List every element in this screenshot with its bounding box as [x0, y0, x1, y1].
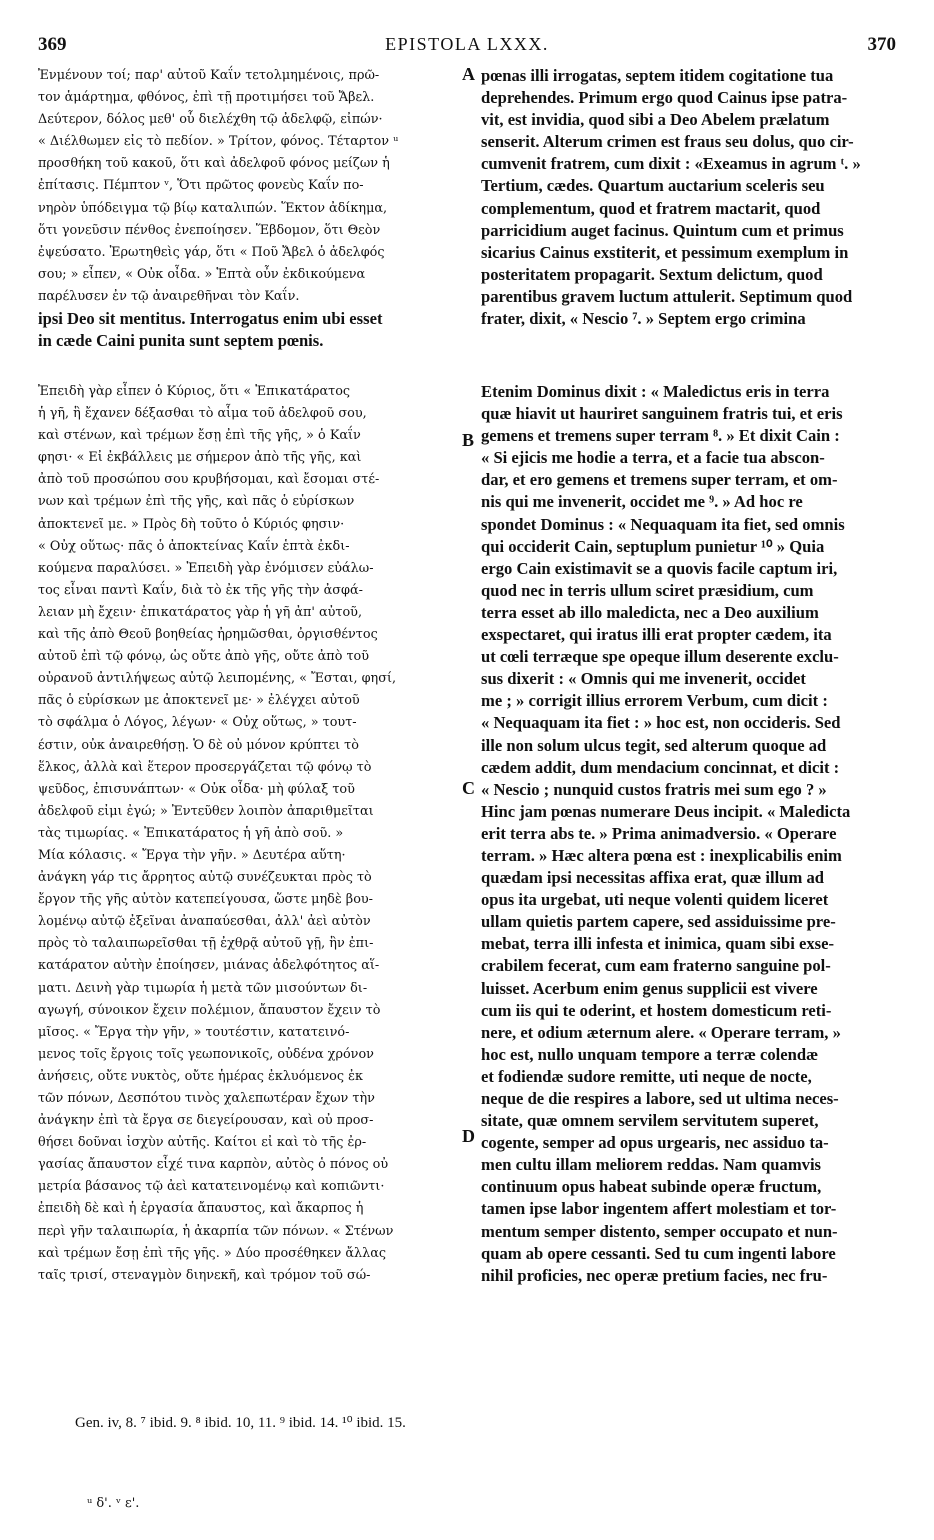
text-line: ταῖς τρισί, στεναγμὸν διηνεκῆ, καὶ τρόμον τοῦ σώ-: [38, 1267, 371, 1283]
text-line: opus ita urgebat, uti neque volenti quidem liceret: [481, 890, 829, 910]
text-line: qui occiderit Cain, septuplum punietur ¹⁰ » Quia: [481, 536, 825, 556]
text-line: νηρὸν ὑπόδειγμα τῷ βίῳ καταλιπών. Ἕκτον ἀδίκημα,: [38, 200, 388, 216]
text-line: luisset. Acerbum enim genus supplicii est vivere: [481, 978, 818, 998]
text-line: έστιν, οὐκ ἀναιρεθήσῃ. Ὁ δὲ οὐ μόνον κρύπτει τὸ: [38, 737, 359, 753]
text-line: αγωγή, σύνοικον ἔχειν πολέμιον, ἄπαυστον ἔχειν τὸ: [38, 1002, 381, 1018]
text-line: μενος τοῖς ἔργοις τοῖς γεωπονικοῖς, οὐδένα χρόνον: [38, 1046, 374, 1062]
footnotes-greek: ᵘ δ'. ᵛ ε'.: [87, 1496, 140, 1511]
text-line: Ἐπειδὴ γὰρ εἶπεν ὁ Κύριος, ὅτι « Ἐπικατάρατος: [38, 384, 351, 399]
text-line: cogente, semper ad opus urgearis, nec assiduo ta-: [481, 1133, 829, 1153]
margin-letter-b: B: [462, 430, 475, 450]
text-line: γασίας ἄπαυστον εἶχέ τινα καρπὸν, αὐτὸς ὁ πόνος οὐ: [38, 1157, 389, 1173]
text-line: καὶ τῆς ἀπὸ Θεοῦ βοηθείας ἠρημῶσθαι, ὀργισθέντος: [38, 627, 378, 643]
text-line: ἀνάγκη γάρ τις ἄρρητος αὐτῷ συνέζευκται πρὸς τὸ: [38, 870, 372, 886]
text-line: parentibus gravem luctum attulerit. Septimum quod: [481, 286, 853, 306]
text-line: ἐπειδὴ δὲ καὶ ἡ ἐργασία ἄπαυστος, καὶ ἄκαρπος ἡ: [38, 1201, 364, 1217]
text-line: ἔργον τῆς γῆς αὐτὸν κατεπείγουσα, ὥστε μηδὲ βου-: [38, 892, 373, 908]
text-line: περὶ γῆν ταλαιπωρία, ἡ ἀκαρπία τῶν πόνων. « Στένων: [38, 1223, 394, 1239]
text-line: mentum semper distento, semper occupato et nun-: [481, 1221, 838, 1241]
text-line: ἐψεύσατο. Ἐρωτηθεὶς γάρ, ὅτι « Ποῦ Ἄβελ ὁ ἀδελφός: [38, 244, 385, 260]
text-line: gemens et tremens super terram ⁸. » Et dixit Cain :: [481, 426, 840, 446]
page-header: [38, 34, 896, 58]
text-line: Etenim Dominus dixit : « Maledictus eris in terra: [481, 382, 830, 401]
latin-bridge-text: [38, 308, 466, 352]
text-line: νων καὶ τρέμων ἐπὶ τῆς γῆς, καὶ πᾶς ὁ εὑρίσκων: [38, 494, 355, 510]
text-line: posteritatem propagarit. Sextum delictum, quod: [481, 264, 823, 284]
text-line: hoc est, nullo unquam tempore a terræ colendæ: [481, 1044, 819, 1064]
text-line: μετρία βάσανος τῷ ἀεὶ κατατεινομένῳ καὶ κοπιῶντι·: [38, 1179, 385, 1195]
margin-letter-a: A: [462, 64, 475, 84]
text-line: τὰς τιμωρίας. « Ἐπικατάρατος ἡ γῆ ἀπὸ σοῦ. »: [38, 825, 344, 841]
text-line: προσθήκη τοῦ κακοῦ, ὅτι καὶ ἀδελφοῦ φόνος μείζων ἡ: [38, 156, 390, 172]
text-line: sitate, quæ omnem servilem servitutem superet,: [481, 1111, 819, 1131]
text-line: παρέλυσεν ἐν τῷ ἀναιρεθῆναι τὸν Καΐν.: [38, 288, 300, 304]
text-line: μῖσος. « Ἔργα τὴν γῆν, » τουτέστιν, κατατεινό-: [38, 1024, 350, 1040]
text-line: τον ἁμάρτημα, φθόνος, ἐπὶ τῇ προτιμήσει τοῦ Ἄβελ.: [38, 90, 375, 106]
text-line: continuum opus habeat subinde operæ fructum,: [481, 1177, 822, 1197]
text-line: ἡ γῆ, ἣ ἔχανεν δέξασθαι τὸ αἷμα τοῦ ἀδελφοῦ σου,: [38, 406, 367, 422]
text-line: exspectaret, qui iratus illi erat propter cædem, ita: [481, 625, 832, 645]
text-line: ἐπίτασις. Πέμπτον ᵛ, Ὅτι πρῶτος φονεὺς Καΐν πο-: [38, 178, 364, 194]
text-line: « Nequaquam ita fiet : » hoc est, non occideris. Sed: [481, 713, 841, 733]
text-line: καὶ στένων, καὶ τρέμων ἔσῃ ἐπὶ τῆς γῆς, » ὁ Καΐν: [38, 428, 361, 444]
text-line: ut cœli terræque spe opeque illum deserente exclu-: [481, 647, 839, 667]
text-line: terra esset ab illo maledicta, nec a Deo auxilium: [481, 602, 819, 622]
text-line: ergo Cain existimavit se a quovis facile captum iri,: [481, 558, 838, 578]
text-line: Μία κόλασις. « Ἔργα τὴν γῆν. » Δευτέρα αὕτη·: [38, 847, 346, 863]
text-line: σου; » εἶπεν, « Οὐκ οἶδα. » Ἑπτὰ οὖν ἐκδικούμενα: [38, 266, 366, 282]
text-line: cædem addit, dum mendacium concinnat, et dicit :: [481, 757, 840, 777]
text-line: quod nec in terris ullum sciret præsidium, cum: [481, 580, 814, 600]
greek-column-top: [38, 65, 458, 308]
greek-column-main: [38, 381, 458, 1287]
text-line: complementum, quod et fratrem mactarit, quod: [481, 198, 821, 218]
text-line: dar, et ero gemens et tremens super terram, et om-: [481, 470, 838, 490]
page-number-left: 369: [38, 34, 67, 55]
text-line: ille non solum ulcus tegit, sed alterum quoque ad: [481, 735, 827, 755]
text-line: quæ hiavit ut hauriret sanguinem fratris tui, et eris: [481, 404, 843, 424]
text-line: « Διέλθωμεν εἰς τὸ πεδίον. » Τρίτον, φόνος. Τέταρτον ᵘ: [38, 134, 399, 150]
margin-letter-d: D: [462, 1126, 475, 1146]
running-title: EPISTOLA LXXX.: [385, 34, 549, 54]
text-line: quam ab opere cessanti. Sed tu cum ingenti labore: [481, 1243, 836, 1263]
text-line: λομένῳ αὐτῷ ἐξεῖναι ἀναπαύεσθαι, ἀλλ' ἀεὶ αὐτὸν: [38, 914, 371, 930]
text-line: κούμενα παραλύσει. » Ἐπειδὴ γὰρ ἐνόμισεν εὐάλω-: [38, 560, 374, 576]
latin-column-main: [481, 381, 896, 1287]
text-line: deprehendes. Primum ergo quod Cainus ipse patra-: [481, 88, 848, 108]
text-line: αὐτοῦ ἐπὶ τῷ φόνῳ, ὡς οὔτε ἀπὸ γῆς, οὔτε ἀπὸ τοῦ: [38, 649, 370, 665]
text-line: Ἐνμένουν τοί; παρ' αὐτοῦ Καΐν τετολμημένοις, πρῶ-: [38, 68, 380, 83]
text-line: et fodiendæ sudore remitte, uti neque de nocte,: [481, 1066, 812, 1086]
text-line: cumvenit fratrem, cum dixit : «Exeamus in agrum ᵗ. »: [481, 154, 861, 174]
text-line: οὐρανοῦ ἀντιλήψεως αὐτῷ λειπομένης, « Ἔσται, φησί,: [38, 671, 397, 687]
text-line: parricidium auget facinus. Quintum cum et primus: [481, 220, 844, 240]
text-line: frater, dixit, « Nescio ⁷. » Septem ergo crimina: [481, 309, 806, 329]
text-line: ἀδελφοῦ εἰμι ἐγώ; » Ἐντεῦθεν λοιπὸν ἀπαριθμεῖται: [38, 803, 374, 819]
text-line: « Οὐχ οὕτως· πᾶς ὁ ἀποκτείνας Καΐν ἑπτὰ ἐκδι-: [38, 538, 350, 554]
text-line: θήσει δοῦναι ἰσχὺν αὐτῆς. Καίτοι εἰ καὶ τὸ τῆς ἐρ-: [38, 1135, 367, 1151]
text-line: λειαν μὴ ἔχειν· ἐπικατάρατος γὰρ ἡ γῆ ἀπ' αὐτοῦ,: [38, 604, 363, 620]
text-line: nere, et odium æternum alere. « Operare terram, »: [481, 1022, 841, 1042]
text-line: ipsi Deo sit mentitus. Interrogatus enim ubi esset: [38, 309, 383, 328]
text-line: nihil proficies, nec operæ pretium facies, nec fru-: [481, 1265, 828, 1285]
text-line: vit, est invidia, quod sibi a Deo Abelem prælatum: [481, 110, 830, 130]
text-line: ἀπὸ τοῦ προσώπου σου κρυβήσομαι, καὶ ἔσομαι στέ-: [38, 472, 380, 488]
latin-column-top: [481, 65, 896, 330]
text-line: mebat, terra illi infesta et inimica, quam sibi exse-: [481, 934, 835, 954]
text-line: τῶν πόνων, Δεσπότου τινὸς χαλεπωτέραν ἔχων τὴν: [38, 1091, 375, 1106]
text-line: ἀποκτενεῖ με. » Πρὸς δὴ τοῦτο ὁ Κύριός φησιν·: [38, 516, 345, 532]
text-line: κατάρατον αὐτὴν ἐποίησεν, μιάνας ἀδελφότητος αἵ-: [38, 958, 380, 974]
text-line: erit terra abs te. » Prima animadversio. « Operare: [481, 823, 837, 843]
text-line: tamen ipse labor ingentem affert molestiam et tor-: [481, 1199, 837, 1219]
text-line: τὸ σφάλμα ὁ Λόγος, λέγων· « Οὐχ οὕτως, » τουτ-: [38, 715, 357, 731]
text-line: ullam quietis partem capere, sed assiduissime pre-: [481, 912, 836, 932]
text-line: sicarius Cainus exstiterit, et pessimum exemplum in: [481, 242, 849, 262]
text-line: crabilem fecerat, cum eam fraterno sanguine pol-: [481, 956, 831, 976]
margin-letter-c: C: [462, 778, 475, 798]
text-line: « Nescio ; nunquid custos fratris mei sum ego ? »: [481, 779, 827, 799]
text-line: me ; » corrigit illius errorem Verbum, cum dicit :: [481, 691, 828, 711]
text-line: Tertium, cædes. Quartum auctarium sceleris seu: [481, 176, 825, 196]
text-line: ψεῦδος, ἐπισυνάπτων· « Οὐκ οἶδα· μὴ φύλαξ τοῦ: [38, 781, 355, 797]
text-line: quædam ipsi necessitas affixa erat, quæ illum ad: [481, 868, 824, 888]
text-line: ματι. Δεινὴ γὰρ τιμωρία ἡ μετὰ τῶν μισούντων δι-: [38, 980, 368, 996]
text-line: φησι· « Εἰ ἐκβάλλεις με σήμερον ἀπὸ τῆς γῆς, καὶ: [38, 450, 362, 466]
text-line: ἀνήσεις, οὔτε νυκτὸς, οὔτε ἡμέρας ἐκλυόμενος ἐκ: [38, 1068, 363, 1084]
text-line: terram. » Hæc altera pœna est : inexplicabilis enim: [481, 845, 842, 865]
text-line: nis qui me invenerit, occidet me ⁹. » Ad hoc re: [481, 492, 803, 512]
text-line: Hinc jam pœnas numerare Deus incipit. « Maledicta: [481, 801, 851, 821]
text-line: sus dixerit : « Omnis qui me invenerit, occidet: [481, 669, 806, 689]
text-line: senserit. Alterum crimen est fraus seu dolus, quo cir-: [481, 132, 854, 152]
text-line: men cultu illam meliorem reddas. Nam quamvis: [481, 1155, 822, 1175]
text-line: ἕλκος, ἀλλὰ καὶ ἕτερον προσεργάζεται τῷ φόνῳ τὸ: [38, 759, 372, 775]
footnotes: Gen. iv, 8. ⁷ ibid. 9. ⁸ ibid. 10, 11. ⁹ ibid. 14. ¹⁰ ibid. 15.: [75, 1415, 406, 1431]
text-line: πρὸς τὸ ταλαιπωρεῖσθαι τῇ ἐχθρᾷ αὐτοῦ γῇ, ἣν ἐπι-: [38, 936, 374, 952]
text-line: πᾶς ὁ εὑρίσκων με ἀποκτενεῖ με· » ἐλέγχει αὐτοῦ: [38, 693, 360, 709]
text-line: « Si ejicis me hodie a terra, et a facie tua abscon-: [481, 448, 825, 468]
text-line: spondet Dominus : « Nequaquam ita fiet, sed omnis: [481, 514, 845, 534]
text-line: neque de die respires a labore, sed ut ultima neces-: [481, 1089, 839, 1108]
text-line: ἀνάγκην ἐπὶ τὰ ἔργα σε διεγείρουσαν, καὶ οὐ προσ-: [38, 1113, 374, 1129]
text-line: ὅτι γονεῦσιν πένθος ἐνεποίησεν. Ἕβδομον, ὅτι Θεὸν: [38, 222, 381, 238]
text-line: pœnas illi irrogatas, septem itidem cogitatione tua: [481, 66, 834, 85]
page-number-right: 370: [867, 34, 896, 55]
text-line: cum iis qui te oderint, et hostem domesticum reti-: [481, 1000, 832, 1020]
text-line: Δεύτερον, δόλος μεθ' οὗ διελέχθη τῷ ἀδελφῷ, εἰπών·: [38, 112, 383, 128]
text-line: in cæde Caini punita sunt septem pœnis.: [38, 331, 324, 351]
text-line: καὶ τρέμων ἔσῃ ἐπὶ τῆς γῆς. » Δύο προσέθηκεν ἄλλας: [38, 1245, 387, 1261]
text-line: τος εἶναι παντὶ Καΐν, διὰ τὸ ἐκ τῆς γῆς τὴν ἀσφά-: [38, 582, 363, 598]
